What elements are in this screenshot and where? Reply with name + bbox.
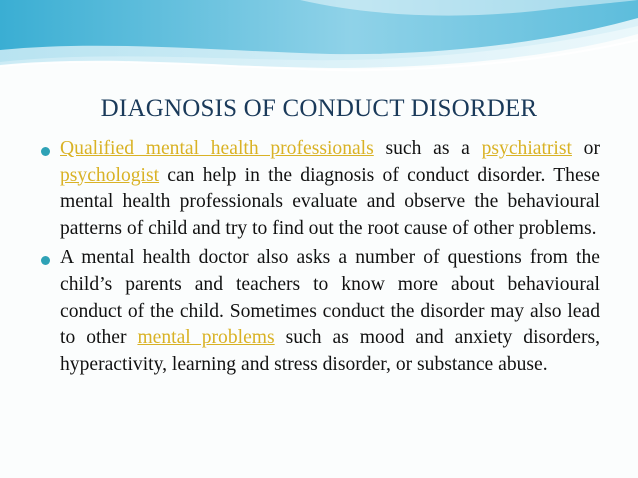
bullet-1-text-c: can help in the diagnosis of conduct disorder. These mental health professionals evaluate and observe the behavioural patterns of child and try to find out the root cause of other problems. <box>60 164 600 239</box>
bullet-dot-icon <box>41 256 50 265</box>
bullet-text-2 <box>60 245 600 378</box>
bullet-item-1 <box>40 136 600 242</box>
bullet-1-text-b: or <box>571 138 600 159</box>
link-mental-problems[interactable]: mental problems <box>137 327 275 349</box>
link-qualified-professionals[interactable]: Qualified mental health professionals <box>60 138 374 159</box>
decorative-header-waves <box>0 0 638 80</box>
slide-content <box>40 136 600 381</box>
slide-title: DIAGNOSIS OF CONDUCT DISORDER <box>100 95 538 122</box>
bullet-2-text-a: A mental health doctor also asks a number of questions from the child’s parents and teachers to know more about behavioural conduct of the child. Sometimes conduct the disorder may also lead to other <box>60 247 600 349</box>
bullet-text-1 <box>60 136 600 242</box>
bullet-1-text-a: such as a <box>373 138 482 159</box>
bullet-2-text-b: such as mood and anxiety disorders, hyperactivity, learning and stress disorder, or substance abuse. <box>60 327 601 375</box>
bullet-dot-icon <box>41 147 50 156</box>
bullet-item-2 <box>40 245 600 378</box>
link-psychiatrist[interactable]: psychiatrist <box>481 138 572 159</box>
link-psychologist[interactable]: psychologist <box>60 164 160 186</box>
